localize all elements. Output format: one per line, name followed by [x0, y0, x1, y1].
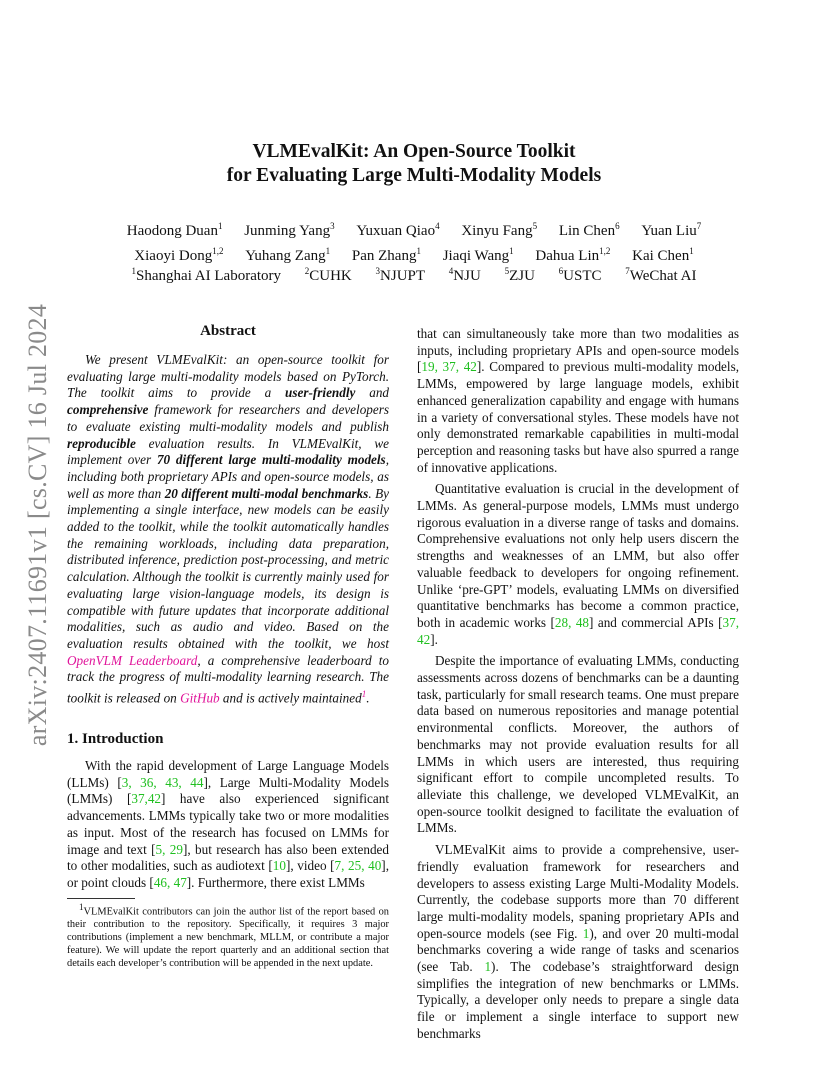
- author: Xiaoyi Dong$^{1,2}$: [134, 246, 224, 264]
- paper-title: [0, 140, 828, 188]
- author-row-1: [0, 216, 828, 241]
- citation-link[interactable]: 37, 42: [417, 614, 739, 647]
- arxiv-sidebar: [14, 290, 62, 760]
- citation-link[interactable]: 5, 29: [155, 841, 183, 857]
- right-paragraph-1: that can simultaneously take more than two modalities as inputs, including proprietary APIs and open-source models [19, 37, 42]. Compared to previous multi-modality models, LMMs, empowered by large language models, exhibit enhanced generalization capability and engage with humans in a variety of conversational styles. These models have not only demonstrated remarkable capabilities in multi-modal perception and reasoning tasks but have also spurred a range of innovative applications.: [417, 326, 739, 475]
- title-line-1: VLMEvalKit: An Open-Source Toolkit: [252, 141, 576, 162]
- affiliation: $^3$NJUPT: [375, 266, 426, 284]
- affiliation: $^4$NJU: [448, 266, 481, 284]
- citation-link[interactable]: 28, 48: [554, 614, 590, 630]
- author: Junming Yang$^3$: [244, 221, 335, 239]
- arxiv-identifier[interactable]: arXiv:2407.11691v1 [cs.CV] 16 Jul 2024: [23, 303, 53, 747]
- right-column: [417, 326, 739, 1048]
- table-ref-link[interactable]: 1: [484, 959, 492, 975]
- right-paragraph-4: VLMEvalKit aims to provide a comprehensive, user-friendly evaluation framework for researchers and developers to assess existing Large Multi-Modality Models. Currently, the codebase supports more than 70 different large multi-modality models, spaning proprietary APIs and open-source models (see Fig. 1), and over 20 multi-modal benchmarks covering a wide range of tasks and scenarios (see Tab. 1). The codebase’s straightforward design simplifies the integration of new benchmarks or LMMs. Typically, a developer only needs to prepare a single data file or implement a single interface to support new benchmarks: [417, 842, 739, 1041]
- author: Pan Zhang$^1$: [351, 246, 421, 264]
- citation-link[interactable]: 3, 36, 43, 44: [121, 774, 204, 790]
- author: Yuxuan Qiao$^4$: [356, 221, 440, 239]
- section-heading-introduction: 1. Introduction: [67, 731, 164, 747]
- citation-link[interactable]: 19, 37, 42: [421, 359, 477, 375]
- citation-link[interactable]: 7, 25, 40: [334, 858, 382, 874]
- footnote-divider: [67, 898, 135, 899]
- right-paragraph-2: Quantitative evaluation is crucial in the development of LMMs. As general-purpose models, LMMs must undergo rigorous evaluation in a diverse range of tasks and domains. Comprehensive evaluations not only help users discern the strengths and weaknesses of an LMM, but also offer valuable feedback to developers for ongoing refinement. Unlike ‘pre-GPT’ models, evaluating LMMs on diversified quantitative benchmarks has become a common practice, both in academic works [28, 48] and commercial APIs [37, 42].: [417, 481, 739, 647]
- author: Dahua Lin$^{1,2}$: [535, 246, 611, 264]
- right-paragraph-3: Despite the importance of evaluating LMMs, conducting assessments across dozens of benchmarks can be a daunting task, particularly for small research teams. One must prepare data based on numerous repositories and manage potential environmental conflicts. Moreover, the authors of benchmarks may not provide evaluation results for all LMMs in which users are interested, thus requiring significant effort to compile uncompleted results. To alleviate this challenge, we developed VLMEvalKit, an open-source toolkit designed to facilitate the evaluation of LMMs.: [417, 653, 739, 836]
- affiliation-list: [0, 266, 828, 285]
- abstract-body: We present VLMEvalKit: an open-source toolkit for evaluating large multi-modality models based on PyTorch. The toolkit aims to provide a user-friendly and comprehensive framework for researchers and developers to evaluate existing multi-modality models and publish reproducible evaluation results. In VLMEvalKit, we implement over 70 different large multi-modality models, including both proprietary APIs and open-source models, as well as more than 20 different multi-modal benchmarks. By implementing a single interface, new models can be easily added to the toolkit, while the toolkit automatically handles the remaining workloads, including data preparation, distributed inference, prediction post-processing, and metric calculation. Although the toolkit is currently mainly used for evaluating large vision-language models, its design is compatible with future updates that incorporate additional modalities, such as audio and video. Based on the evaluation results obtained with the toolkit, we host OpenVLM Leaderboard, a comprehensive leaderboard to track the progress of multi-modality learning research. The toolkit is released on GitHub and is actively maintained$^1$.: [67, 352, 390, 706]
- figure-ref-link[interactable]: 1: [582, 925, 590, 941]
- footnote-ref-link[interactable]: 1: [361, 689, 367, 700]
- author: Jiaqi Wang$^1$: [442, 246, 514, 264]
- author: Lin Chen$^6$: [558, 221, 620, 239]
- author: Haodong Duan$^1$: [126, 221, 223, 239]
- author: Kai Chen$^1$: [632, 246, 694, 264]
- footnote: $^1$VLMEvalKit contributors can join the author list of the report based on their contribution to the repository. Specifically, it requires 3 major contributions (implement a new benchmark, MLLM, or contribute a major feature). We will update the report quarterly and an additional section that details each developer’s contribution will be appended in the next update.: [67, 902, 389, 970]
- author: Yuan Liu$^7$: [641, 221, 702, 239]
- github-link[interactable]: GitHub: [180, 690, 220, 706]
- affiliation: $^5$ZJU: [504, 266, 535, 284]
- affiliation: $^7$WeChat AI: [625, 266, 697, 284]
- author: Xinyu Fang$^5$: [461, 221, 538, 239]
- abstract-heading: Abstract: [200, 323, 256, 339]
- author: Yuhang Zang$^1$: [245, 246, 331, 264]
- affiliation: $^2$CUHK: [304, 266, 352, 284]
- author-list: [0, 216, 828, 266]
- openvlm-leaderboard-link[interactable]: OpenVLM Leaderboard: [67, 652, 198, 668]
- author-row-2: [0, 241, 828, 266]
- affiliation: $^6$USTC: [558, 266, 602, 284]
- citation-link[interactable]: 46, 47: [153, 874, 187, 890]
- title-line-2: for Evaluating Large Multi-Modality Models: [226, 165, 602, 186]
- intro-paragraph: With the rapid development of Large Language Models (LLMs) [3, 36, 43, 44], Large Multi-Modality Models (LMMs) [37,42] have also experienced significant advancements. LMMs typically take two or more modalities as input. Most of the research has focused on LMMs for image and text [5, 29], but research has also been extended to other modalities, such as audiotext [10], video [7, 25, 40], or point clouds [46, 47]. Furthermore, there exist LMMs: [67, 758, 389, 890]
- citation-link[interactable]: 37,42: [131, 791, 162, 807]
- citation-link[interactable]: 10: [272, 858, 286, 874]
- affiliation: $^1$Shanghai AI Laboratory: [131, 266, 282, 284]
